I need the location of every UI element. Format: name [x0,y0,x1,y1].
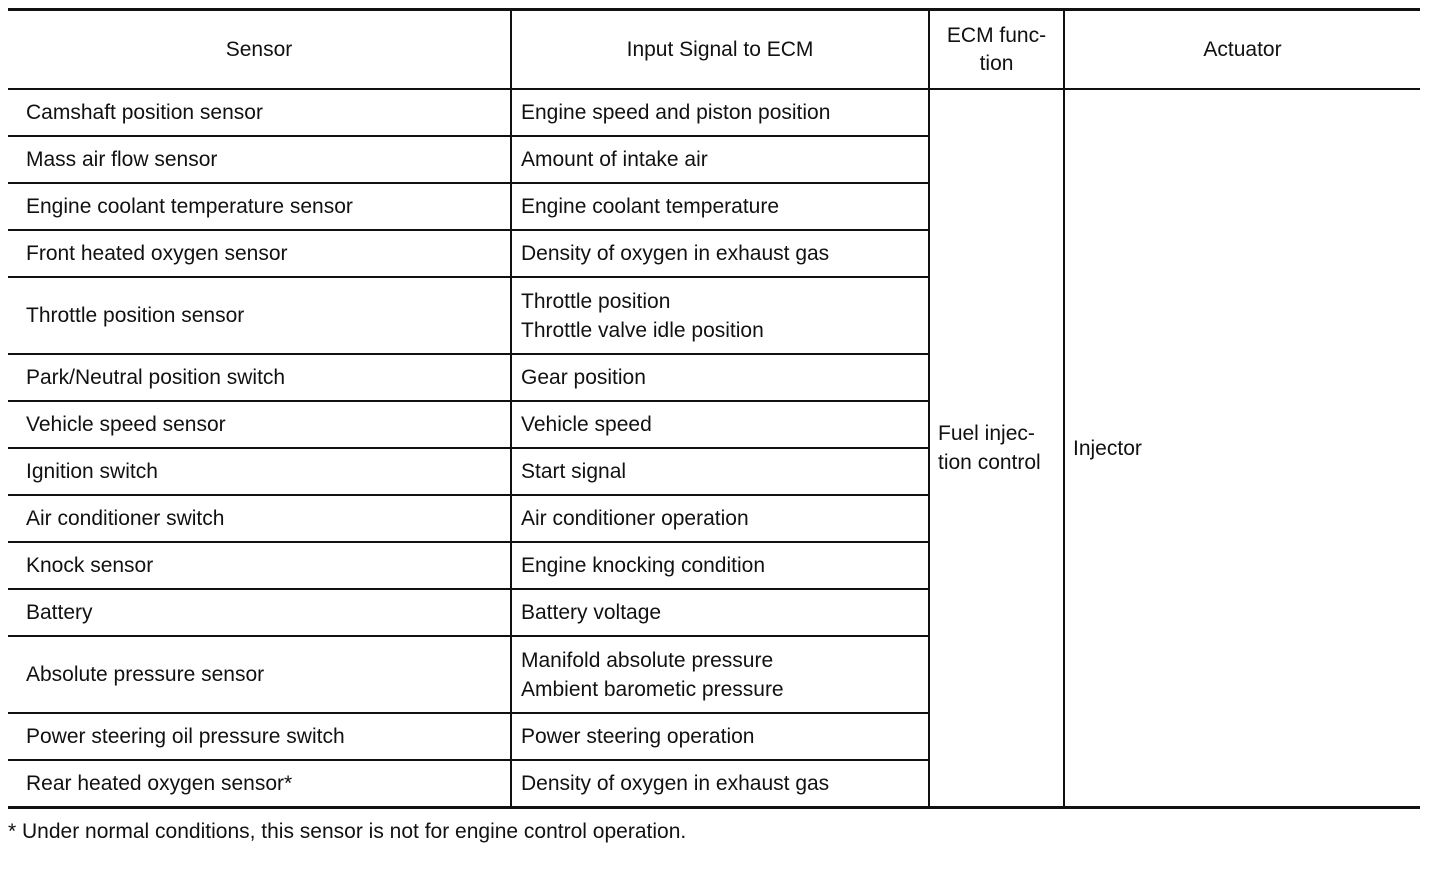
input-signal-line: Throttle position [521,289,671,313]
input-signal-cell [511,230,929,277]
ecm-function-line: tion control [938,451,1041,474]
input-signal-cell [511,183,929,230]
header-sensor: Sensor [8,10,511,90]
input-signal-line: Manifold absolute pressure [521,648,774,672]
input-signal-line: Power steering operation [521,725,755,748]
actuator-cell: Injector [1064,89,1420,808]
sensor-cell: Knock sensor [8,542,511,589]
sensor-cell: Park/Neutral position switch [8,354,511,401]
input-signal-cell [511,713,929,760]
ecm-function-cell [929,89,1064,808]
sensor-cell: Air conditioner switch [8,495,511,542]
input-signal-cell [511,542,929,589]
sensor-cell: Power steering oil pressure switch [8,713,511,760]
input-signal-line: Density of oxygen in exhaust gas [521,772,830,795]
input-signal-cell [511,448,929,495]
input-signal-line: Ambient barometic pressure [521,677,784,701]
input-signal-cell [511,89,929,136]
header-ecm-function-line-2: tion [979,51,1014,75]
input-signal-cell [511,636,929,713]
sensor-cell: Absolute pressure sensor [8,636,511,713]
sensor-cell: Throttle position sensor [8,277,511,354]
footnote: * Under normal conditions, this sensor is not for engine control operation. [8,820,687,843]
header-input-signal: Input Signal to ECM [511,10,929,90]
input-signal-cell [511,354,929,401]
sensor-signal-table [8,8,1420,809]
input-signal-line: Density of oxygen in exhaust gas [521,242,830,265]
header-actuator: Actuator [1064,10,1420,90]
input-signal-line: Start signal [521,460,627,483]
sensor-cell: Mass air flow sensor [8,136,511,183]
input-signal-line: Battery voltage [521,601,662,624]
sensor-cell: Front heated oxygen sensor [8,230,511,277]
input-signal-cell [511,760,929,808]
input-signal-line: Amount of intake air [521,148,708,171]
sensor-cell: Vehicle speed sensor [8,401,511,448]
table-row [8,89,1420,136]
sensor-cell: Engine coolant temperature sensor [8,183,511,230]
input-signal-line: Engine speed and piston position [521,101,831,124]
input-signal-cell [511,277,929,354]
document [8,8,1420,845]
sensor-cell: Camshaft position sensor [8,89,511,136]
header-ecm-function-line-1: ECM func- [946,23,1047,47]
input-signal-cell [511,589,929,636]
input-signal-cell [511,495,929,542]
input-signal-line: Engine coolant temperature [521,195,779,218]
input-signal-line: Throttle valve idle position [521,318,764,342]
table-body [8,89,1420,808]
sensor-cell: Battery [8,589,511,636]
ecm-function-line: Fuel injec- [938,422,1035,445]
input-signal-cell [511,401,929,448]
input-signal-line: Vehicle speed [521,413,652,436]
table-header-row [8,10,1420,90]
input-signal-line: Gear position [521,366,646,389]
input-signal-line: Air conditioner operation [521,507,749,530]
input-signal-line: Engine knocking condition [521,554,766,577]
sensor-cell: Ignition switch [8,448,511,495]
input-signal-cell [511,136,929,183]
sensor-cell: Rear heated oxygen sensor* [8,760,511,808]
header-ecm-function [929,10,1064,90]
